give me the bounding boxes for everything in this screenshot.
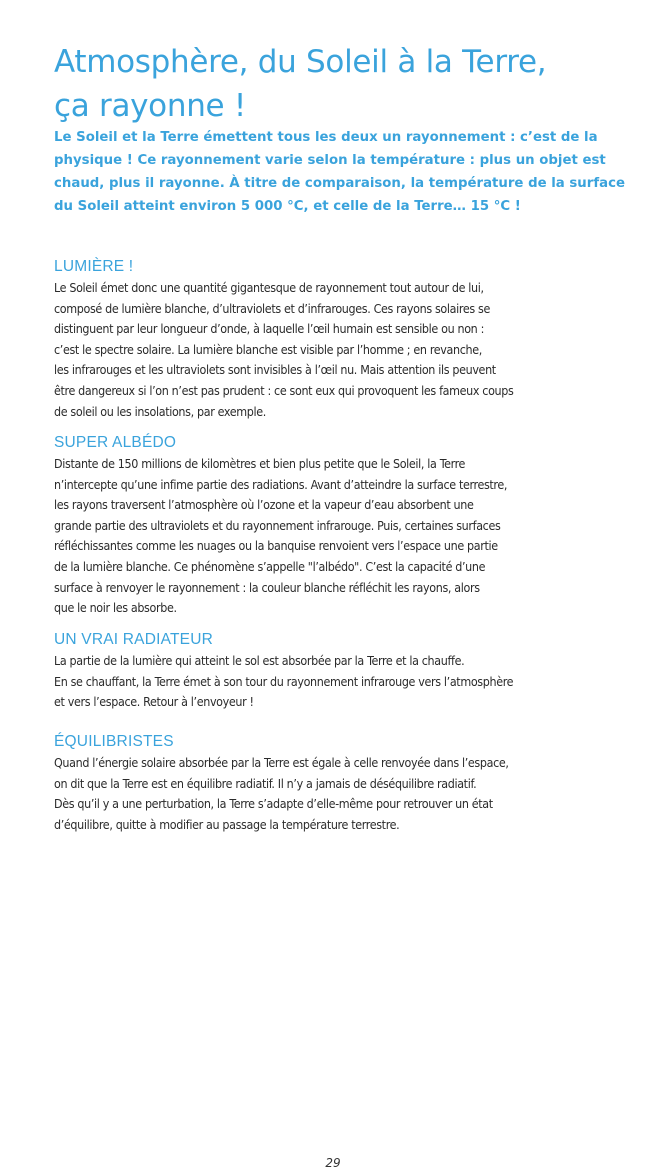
body-line: de soleil ou les insolations, par exemple. [54, 403, 266, 419]
title-line: ça rayonne ! [54, 88, 246, 124]
body-line: et vers l’espace. Retour à l’envoyeur ! [54, 694, 254, 710]
body-line: que le noir les absorbe. [54, 600, 177, 616]
section-equilibristes [54, 731, 634, 835]
body-line: c’est le spectre solaire. La lumière blanche est visible par l’homme ; en revanche, [54, 341, 482, 357]
intro-line: chaud, plus il rayonne. À titre de comparaison, la température de la surface [54, 176, 625, 191]
body-line: être dangereux si l’on n’est pas prudent : ce sont eux qui provoquent les fameux coups [54, 382, 514, 398]
section-body [54, 454, 634, 619]
title-line: Atmosphère, du Soleil à la Terre, [54, 44, 547, 80]
section-heading: LUMIÈRE ! [54, 258, 134, 275]
page-title [54, 40, 634, 128]
body-line: Distante de 150 millions de kilomètres et bien plus petite que le Soleil, la Terre [54, 456, 466, 471]
body-line: composé de lumière blanche, d’ultraviolets et d’infrarouges. Ces rayons solaires se [54, 300, 490, 316]
body-line: on dit que la Terre est en équilibre radiatif. Il n’y a jamais de déséquilibre radiatif. [54, 775, 477, 791]
body-line: réfléchissantes comme les nuages ou la banquise renvoient vers l’espace une partie [54, 538, 498, 554]
body-line: Quand l’énergie solaire absorbée par la Terre est égale à celle renvoyée dans l’espace, [54, 755, 509, 770]
body-line: En se chauffant, la Terre émet à son tour du rayonnement infrarouge vers l’atmosphère [54, 673, 514, 689]
page-number: 29 [325, 1156, 341, 1170]
body-line: de la lumière blanche. Ce phénomène s’appelle "l’albédo". C’est la capacité d’une [54, 558, 486, 574]
body-line: grande partie des ultraviolets et du rayonnement infrarouge. Puis, certaines surfaces [54, 517, 501, 533]
section-heading: SUPER ALBÉDO [54, 434, 177, 451]
body-line: n’intercepte qu’une infime partie des radiations. Avant d’atteindre la surface terrestre, [54, 476, 508, 492]
section-super-albedo [54, 432, 634, 619]
body-line: surface à renvoyer le rayonnement : la couleur blanche réfléchit les rayons, alors [54, 579, 480, 595]
body-line: Le Soleil émet donc une quantité gigantesque de rayonnement tout autour de lui, [54, 280, 484, 295]
section-lumiere [54, 256, 634, 422]
body-line: les infrarouges et les ultraviolets sont invisibles à l’œil nu. Mais attention ils peuvent [54, 362, 496, 378]
section-body [54, 753, 634, 835]
section-heading: ÉQUILIBRISTES [54, 733, 174, 750]
intro-line: du Soleil atteint environ 5 000 °C, et celle de la Terre… 15 °C ! [54, 199, 521, 214]
intro-line: physique ! Ce rayonnement varie selon la température : plus un objet est [54, 153, 606, 168]
body-line: Dès qu’il y a une perturbation, la Terre s’adapte d’elle-même pour retrouver un état [54, 796, 493, 812]
section-body [54, 278, 634, 422]
intro-line: Le Soleil et la Terre émettent tous les deux un rayonnement : c’est de la [54, 130, 598, 145]
body-line: les rayons traversent l’atmosphère où l’ozone et la vapeur d’eau absorbent une [54, 497, 474, 513]
section-heading: UN VRAI RADIATEUR [54, 631, 213, 648]
body-line: La partie de la lumière qui atteint le sol est absorbée par la Terre et la chauffe. [54, 653, 465, 668]
body-line: d’équilibre, quitte à modifier au passage la température terrestre. [54, 816, 400, 832]
section-vrai-radiateur [54, 629, 634, 713]
body-line: distinguent par leur longueur d’onde, à laquelle l’œil humain est sensible ou non : [54, 321, 484, 337]
intro-paragraph [54, 126, 624, 218]
section-body [54, 651, 634, 713]
